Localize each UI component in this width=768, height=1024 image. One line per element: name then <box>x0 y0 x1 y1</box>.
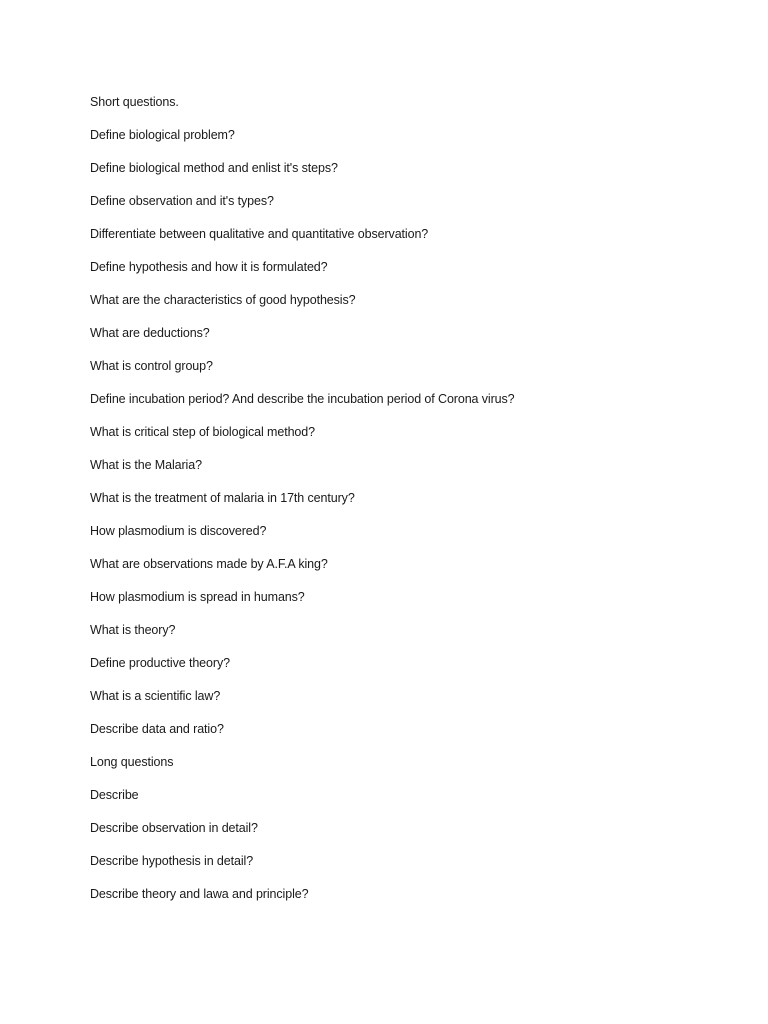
question-line: How plasmodium is spread in humans? <box>90 590 305 604</box>
question-line: Define observation and it's types? <box>90 194 274 208</box>
question-line: What is critical step of biological method? <box>90 425 315 439</box>
question-line: How plasmodium is discovered? <box>90 524 267 538</box>
question-line: Define incubation period? And describe the incubation period of Corona virus? <box>90 392 515 406</box>
question-line: What are the characteristics of good hypothesis? <box>90 293 356 307</box>
question-line: Describe data and ratio? <box>90 722 224 736</box>
question-list <box>90 94 750 919</box>
question-line: What are deductions? <box>90 326 210 340</box>
question-line: Define hypothesis and how it is formulated? <box>90 260 328 274</box>
question-line: Differentiate between qualitative and quantitative observation? <box>90 227 429 241</box>
question-line: What is theory? <box>90 623 176 637</box>
question-line: Define productive theory? <box>90 656 230 670</box>
section-heading-short-questions: Short questions. <box>90 95 179 109</box>
question-line: Describe <box>90 788 139 802</box>
question-line: What is the treatment of malaria in 17th century? <box>90 491 355 505</box>
question-line: Define biological method and enlist it's steps? <box>90 161 338 175</box>
question-line: What are observations made by A.F.A king? <box>90 557 328 571</box>
question-line: What is a scientific law? <box>90 689 221 703</box>
question-line: What is the Malaria? <box>90 458 202 472</box>
section-heading-long-questions: Long questions <box>90 755 174 769</box>
question-line: Define biological problem? <box>90 128 235 142</box>
question-line: What is control group? <box>90 359 213 373</box>
question-line: Describe hypothesis in detail? <box>90 854 254 868</box>
question-line: Describe observation in detail? <box>90 821 258 835</box>
question-line: Describe theory and lawa and principle? <box>90 887 309 901</box>
